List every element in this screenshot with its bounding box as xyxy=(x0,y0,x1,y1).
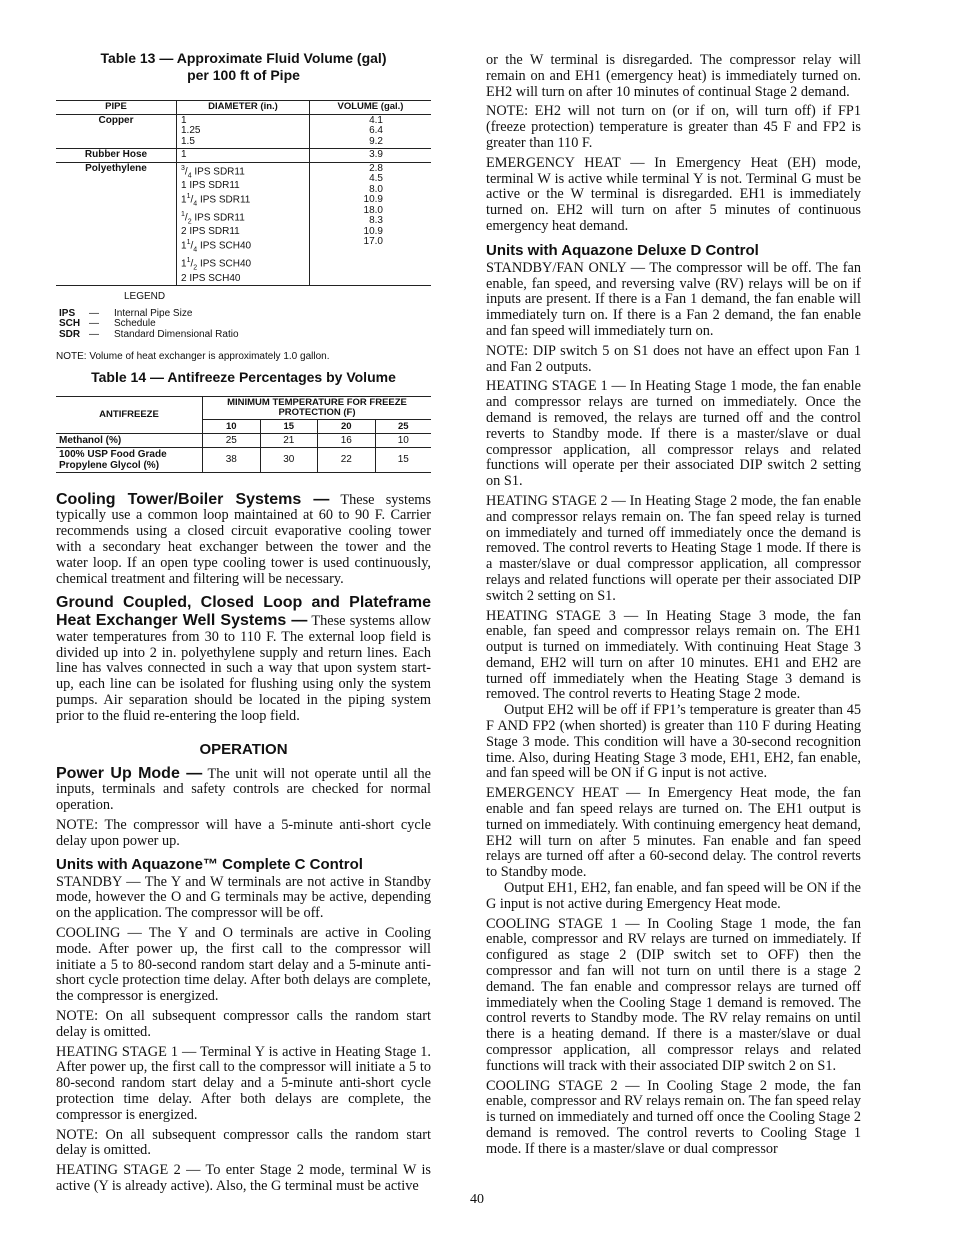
poly-dia-8: 2 IPS SCH40 xyxy=(181,272,241,284)
cooling-paragraph: COOLING — The Y and O terminals are active in Cooling mode. After power up, the first call to the compressor will initiate a 5 to 80-second random start delay and a 5-minute anti-short cycle protection time delay. After both delays are complete, the compressor is energized. xyxy=(56,925,431,1005)
antifreeze-table xyxy=(56,396,431,473)
legend-abbr: SDR xyxy=(59,328,81,340)
antifreeze-name: Methanol (%) xyxy=(56,433,203,447)
antifreeze-value: 16 xyxy=(318,433,376,447)
table-row xyxy=(56,433,431,447)
poly-dia-1: IPS SDR11 xyxy=(194,165,245,177)
table13-caption xyxy=(56,50,431,84)
col-volume: VOLUME (gal.) xyxy=(310,101,432,115)
output-eh2-paragraph: Output EH2 will be off if FP1’s temperature is greater than 45 F AND FP2 (when shorted) is greater than 110 F during Heating Stage 3 mode. This condition will have a 30-second recognition time. Also, during Heating Stage 3 mode, EH1, EH2, fan enable, and fan speed will be ON if G input is not active. xyxy=(486,702,861,782)
poly-dia-3: IPS SDR11 xyxy=(199,194,251,206)
antifreeze-value: 10 xyxy=(375,433,431,447)
cooling-tower-text: These systems typically use a common loop maintained at 60 to 90 F. Carrier recommends using a closed circuit evaporative cooling tower with a secondary heat exchanger between the tower and the water loop. If an open type cooling tower is used continuously, chemical treatment and filtering will be necessary. xyxy=(56,491,431,587)
standby-paragraph: STANDBY — The Y and W terminals are not active in Standby mode, however the O and G terminals may be active, depending on the application. The compressor will be off. xyxy=(56,873,431,922)
power-up-text: The unit will not operate until all the inputs, terminals and safety controls are checked for normal operation. xyxy=(56,765,431,814)
legend-text: Schedule xyxy=(114,318,156,330)
left-column xyxy=(56,50,431,1195)
legend-dash: — xyxy=(89,328,99,340)
heating-stage2-paragraph: HEATING STAGE 2 — To enter Stage 2 mode, terminal W is active (Y is already active). Also, the G terminal must be active xyxy=(56,1162,431,1194)
ground-coupled-text: These systems allow water temperatures from 30 to 110 F. The external loop field is divided up into 2 in. polyethylene supply and return lines. Each line has valves connected in such a way that upon system start-up, each line can be isolated for flushing using only the system pumps. Air separation should be located in the piping system prior to the fluid re-entering the loop field. xyxy=(56,613,431,724)
poly-dia-7: IPS SCH40 xyxy=(199,258,252,270)
table-row xyxy=(56,447,431,472)
legend-title: LEGEND xyxy=(124,291,166,303)
antifreeze-value: 30 xyxy=(260,447,318,472)
cooling-tower-paragraph xyxy=(56,492,431,588)
antifreeze-value: 25 xyxy=(203,433,261,447)
vol-rubber-hose: 3.9 xyxy=(310,149,432,163)
temp-25: 25 xyxy=(375,419,431,433)
legend-item xyxy=(56,309,431,320)
d-heating-stage2-paragraph: HEATING STAGE 2 — In Heating Stage 2 mode, the fan enable and compressor relays remain on. The fan speed relay is turned on immediately and turned off immediately once the demand is removed. The control reverts to Heating Stage 1 mode. If there is a master/slave or dual compressor application, all compressor relays and related functions will operate per their associated DIP switch 2 setting on S1. xyxy=(486,492,861,604)
dia-polyethylene: $^3/_4$ IPS SDR11 1 IPS SDR11 $1^1/_4$ IPS SDR11 $^1/_2$ IPS SDR11 2 IPS SDR11 $1^1/_4$ IPS SCH40 $1^1/_2$ IPS SCH40 2 IPS SCH40 xyxy=(177,162,310,286)
antifreeze-name: 100% USP Food Grade Propylene Glycol (%) xyxy=(59,448,167,471)
table13-legend xyxy=(56,292,431,340)
operation-heading: OPERATION xyxy=(199,740,288,758)
temp-10: 10 xyxy=(203,419,261,433)
power-up-heading: Power Up Mode — xyxy=(56,764,203,782)
ground-coupled-heading: Ground Coupled, Closed Loop and Plateframe Heat Exchanger Well Systems — xyxy=(56,594,431,630)
legend-text: Internal Pipe Size xyxy=(114,307,193,319)
table-row xyxy=(56,149,431,163)
note-eh2: NOTE: EH2 will not turn on (or if on, will turn off) if FP1 (freeze protection) temperature is greater than 45 F and FP2 is greater than 110 F. xyxy=(486,103,861,151)
page-number: 40 xyxy=(470,1192,484,1207)
dia-copper: 1 1.25 1.5 xyxy=(177,114,310,149)
d-heating-stage3-paragraph: HEATING STAGE 3 — In Heating Stage 3 mode, the fan enable, fan speed and compressor relays remain on. The EH1 output is turned on immediately. With continuing Heat Stage 3 demand, EH2 will turn on after 10 minutes. EH1 and EH2 are turned off immediately when the Heating Stage 3 demand is removed. The control reverts to Heating Stage 2 mode. xyxy=(486,607,861,703)
note-random-start-1: NOTE: On all subsequent compressor calls the random start delay is omitted. xyxy=(56,1008,431,1040)
pipe-polyethylene: Polyethylene xyxy=(56,162,177,286)
legend-dash: — xyxy=(89,318,99,330)
power-up-paragraph xyxy=(56,766,431,814)
col-pipe: PIPE xyxy=(56,101,177,115)
legend-abbr: IPS xyxy=(59,307,76,319)
col-antifreeze: ANTIFREEZE xyxy=(56,396,203,433)
poly-dia-5: 2 IPS SDR11 xyxy=(181,226,240,238)
col-min-temp: MINIMUM TEMPERATURE FOR FREEZE PROTECTION (F) xyxy=(203,396,432,419)
antifreeze-value: 22 xyxy=(318,447,376,472)
col-diameter: DIAMETER (in.) xyxy=(177,101,310,115)
aquazone-c-heading: Units with Aquazone™ Complete C Control xyxy=(56,855,363,873)
standby-fan-paragraph: STANDBY/FAN ONLY — The compressor will be off. The fan enable, fan speed, and reversing valve (RV) relays will be on if inputs are present. If there is a Fan 1 demand, the fan enable will immediately turn on. If there is a Fan 2 demand, the fan enable and fan speed will immediately turn on. xyxy=(486,259,861,339)
pipe-copper: Copper xyxy=(56,114,177,149)
poly-dia-6: IPS SCH40 xyxy=(199,240,252,252)
temp-15: 15 xyxy=(260,419,318,433)
legend-dash: — xyxy=(89,307,99,319)
right-column xyxy=(486,53,861,1158)
emergency-heat-paragraph: EMERGENCY HEAT — In Emergency Heat (EH) mode, terminal W is active while terminal Y is not. Terminal G must be active or the W terminal is disregarded. EH1 is immediately turned on. EH2 will turn on after 5 minutes of continuous emergency heat demand. xyxy=(486,154,861,234)
antifreeze-value: 15 xyxy=(375,447,431,472)
table13-caption-line1: Table 13 — Approximate Fluid Volume (gal) xyxy=(100,50,387,66)
table-row xyxy=(56,114,431,149)
d-emergency-heat-paragraph: EMERGENCY HEAT — In Emergency Heat mode, the fan enable and fan speed relays are turned on. The EH1 output is turned on immediately. With continuing emergency heat demand, EH2 will turn on after 5 minutes. Fan enable and fan speed relays are turned off after a 60-second delay. The control reverts to Standby mode. xyxy=(486,785,861,881)
table-row xyxy=(56,162,431,286)
heating-stage1-paragraph: HEATING STAGE 1 — Terminal Y is active in Heating Stage 1. After power up, the first call to the compressor will initiate a 5 to 80-second random start delay and a 5-minute anti-short cycle protection time delay. After both delays are complete, the compressor is energized. xyxy=(56,1043,431,1123)
poly-dia-2: 1 IPS SDR11 xyxy=(181,180,240,192)
legend-item xyxy=(56,330,431,341)
note-dip-switch: NOTE: DIP switch 5 on S1 does not have an effect upon Fan 1 and Fan 2 outputs. xyxy=(486,342,861,375)
temp-20: 20 xyxy=(318,419,376,433)
poly-dia-4: IPS SDR11 xyxy=(194,211,245,223)
pipe-rubber-hose: Rubber Hose xyxy=(56,149,177,163)
fluid-volume-table xyxy=(56,100,431,286)
output-eh1-paragraph: Output EH1, EH2, fan enable, and fan speed will be ON if the G input is not active during Emergency Heat mode. xyxy=(486,880,861,912)
antifreeze-value: 38 xyxy=(203,447,261,472)
ground-coupled-paragraph xyxy=(56,594,431,724)
antifreeze-value: 21 xyxy=(260,433,318,447)
d-heating-stage1-paragraph: HEATING STAGE 1 — In Heating Stage 1 mode, the fan enable and compressor relays are turned on immediately. Once the demand is removed, the relays are turned off and the control reverts to Standby mode. If there is a master/slave or dual compressor application, all compressor relays and related functions will operate per their associated DIP switch 2 setting on S1. xyxy=(486,378,861,490)
legend-item xyxy=(56,319,431,330)
aquazone-d-heading: Units with Aquazone Deluxe D Control xyxy=(486,241,759,259)
note-random-start-2: NOTE: On all subsequent compressor calls the random start delay is omitted. xyxy=(56,1126,431,1159)
dia-rubber-hose: 1 xyxy=(177,149,310,163)
vol-copper: 4.1 6.4 9.2 xyxy=(310,114,432,149)
continued-paragraph: or the W terminal is disregarded. The compressor relay will remain on and EH1 (emergency heat) is immediately turned on. EH2 will turn on after 10 minutes of continual Stage 2 demand. xyxy=(486,52,861,100)
table13-caption-line2: per 100 ft of Pipe xyxy=(187,67,300,83)
cooling-tower-heading: Cooling Tower/Boiler Systems — xyxy=(56,490,330,508)
d-cooling-stage2-paragraph: COOLING STAGE 2 — In Cooling Stage 2 mode, the fan enable, compressor and RV relays remain on. The fan speed relay is turned on immediately and turned off once the Cooling Stage 2 demand is removed. The control reverts to Cooling Stage 1 mode. If there is a master/slave or dual compressor xyxy=(486,1077,861,1157)
note-power-up: NOTE: The compressor will have a 5-minute anti-short cycle delay upon power up. xyxy=(56,817,431,849)
table14-caption: Table 14 — Antifreeze Percentages by Volume xyxy=(91,368,396,385)
vol-polyethylene: 2.8 4.5 8.0 10.9 18.0 8.3 10.9 17.0 xyxy=(310,162,432,286)
legend-text: Standard Dimensional Ratio xyxy=(114,328,239,340)
legend-abbr: SCH xyxy=(59,318,81,330)
table13-note: NOTE: Volume of heat exchanger is approximately 1.0 gallon. xyxy=(56,350,330,362)
d-cooling-stage1-paragraph: COOLING STAGE 1 — In Cooling Stage 1 mode, the fan enable, compressor and RV relays are turned on immediately. If configured as stage 2 (DIP switch set to OFF) then the compressor and fan will not turn on until there is a stage 2 demand. The fan enable and compressor relays are turned off immediately when the Cooling Stage 1 demand is removed. The control reverts to Standby mode. The RV relay remains on until there is a heating demand. If there is a master/slave or dual compressor application, all compressor relays and related functions will track with their associated DIP switch 2 on S1. xyxy=(486,915,861,1074)
